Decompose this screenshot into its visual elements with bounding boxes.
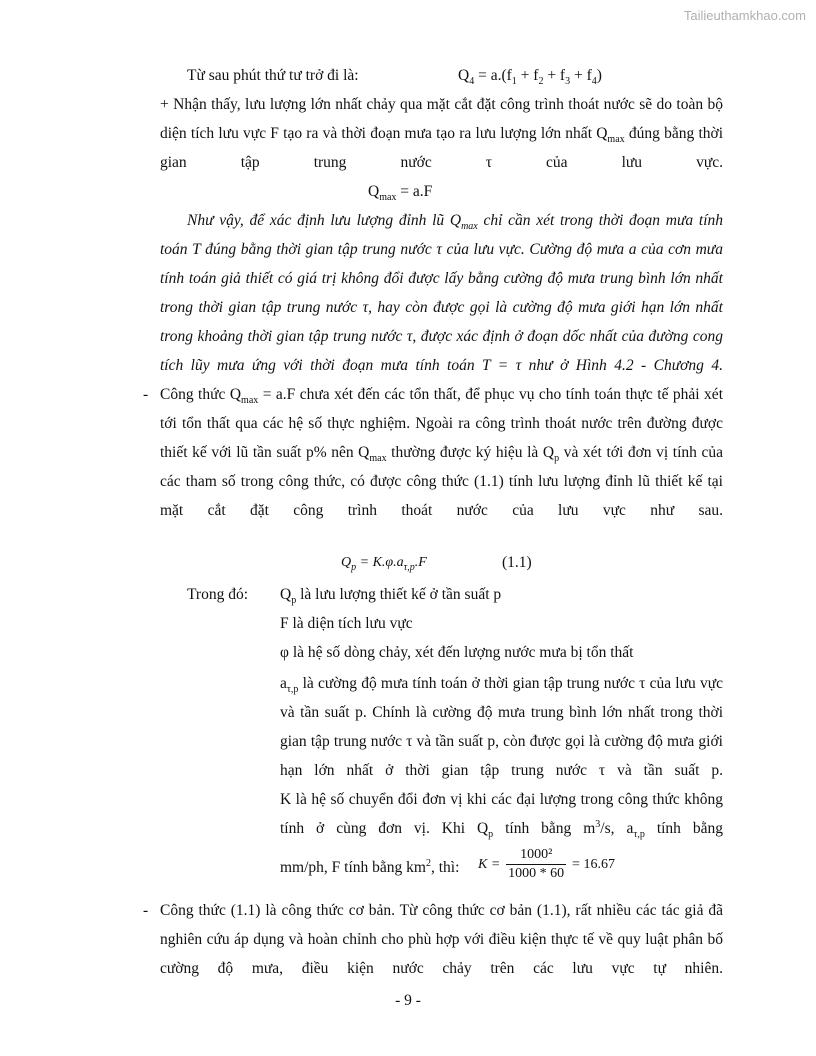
paragraph-2-italic: Như vậy, để xác định lưu lượng đỉnh lũ $Q_{max}$ chỉ cần xét trong thời đoạn mưa tính toán T đúng bằng thời gian tập trung nước τ của lưu vực. Cường độ mưa a của cơn mưa tính toán giả thiết có giá trị không đổi được lấy bằng cường độ mưa trung bình lớn nhất trong thời gian tập trung nước τ, hay còn được gọi là cường độ mưa giới hạn lớn nhất trong khoảng thời gian tập trung nước τ, được xác định ở đoạn dốc nhất của đường cong tích lũy mưa ứng với thời đoạn mưa tính toán T = τ như ở Hình 4.2 - Chương 4. [160,212,723,374]
formula-number: (1.1) [502,554,532,571]
where-item-k: K là hệ số chuyển đổi đơn vị khi các đại lượng trong công thức không tính ở cùng đơn vị. Khi $Q_p$ tính bằng $m^3/s$, $a_{\tau,p}$ tính bằng [280,791,724,841]
where-item-qp: $Q_p$ là lưu lượng thiết kế ở tần suất p [280,586,502,607]
watermark: Tailieuthamkhao.com [683,8,806,23]
page-number: - 9 - [395,992,421,1009]
paragraph-4: Công thức (1.1) là công thức cơ bản. Từ công thức cơ bản (1.1), rất nhiều các tác giả đã nghiên cứu áp dụng và hoàn chỉnh cho phù hợp với điều kiện thực tế về quy luật phân bố cường độ mưa, điều kiện nước chảy trên các lưu vực tự nhiên. [160,902,723,977]
bullet-marker-2: - [143,902,149,919]
formula-q4: $Q_4 = a.(f_1 + f_2 + f_3 + f_4)$ [458,67,602,88]
bullet-marker-1: - [143,386,149,403]
paragraph-1: + Nhận thấy, lưu lượng lớn nhất chảy qua mặt cắt đặt công trình thoát nước sẽ do toàn bộ diện tích lưu vực F tạo ra và thời đoạn mưa tạo ra lưu lượng lớn nhất $Q_{max}$ đúng bằng thời gian tập trung nước τ của lưu vực. [160,96,724,171]
where-label: Trong đó: [187,586,249,603]
paragraph-3: Công thức $Q_{max} = a.F$ chưa xét đến các tổn thất, để phục vụ cho tính toán thực tế phải xét tới tổn thất qua các hệ số thực nghiệm. Ngoài ra công trình thoát nước trên đường được thiết kế với lũ tần suất p% nên $Q_{max}$ thường được ký hiệu là $Q_p$ và xét tới đơn vị tính của các tham số trong công thức, có được công thức (1.1) tính lưu lượng đỉnh lũ thiết kế tại mặt cắt đặt công trình thoát nước của lưu vực như sau. [160,386,724,519]
where-item-a: $a_{\tau,p}$ là cường độ mưa tính toán ở thời gian tập trung nước τ của lưu vực và tần suất p. Chính là cường độ mưa trung bình lớn nhất trong thời gian tập trung nước τ và tần suất p, còn được gọi là cường độ mưa giới hạn lớn nhất ở thời gian tập trung nước τ và tần suất p. [280,675,723,779]
k-numerator: 1000² [506,846,566,865]
intro-line-label: Từ sau phút thứ tư trở đi là: [187,67,359,84]
where-item-f: F là diện tích lưu vực [280,615,413,632]
k-formula: K = $\frac{\text{1000²}}{1000 * 60}$ = 16.67 [478,847,615,881]
where-item-k-tail: mm/ph, F tính bằng $km^2$, thì: [280,857,460,876]
formula-qmax: $Q_{max} = a.F$ [368,183,433,204]
where-item-phi: φ là hệ số dòng chảy, xét đến lượng nước mưa bị tổn thất [280,644,634,661]
formula-1-1: $Q_p = K.\varphi.a_{\tau,p}.F$ [341,555,427,573]
k-denominator: 1000 * 60 [508,866,565,881]
